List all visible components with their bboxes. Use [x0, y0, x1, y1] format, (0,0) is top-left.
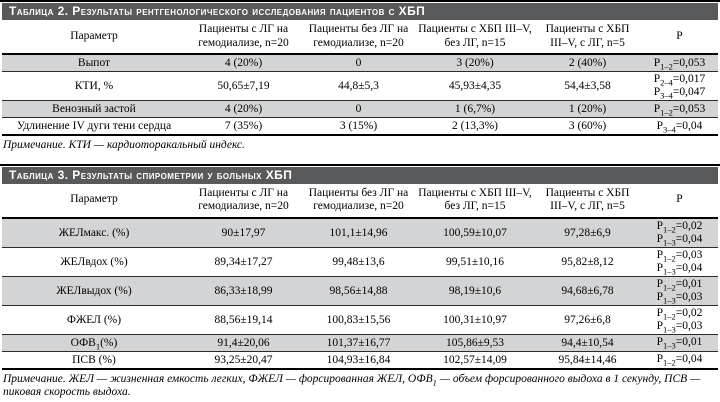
value-cell: 1 (20%) [534, 101, 641, 118]
p-value-cell [641, 305, 718, 334]
p-letter: P [656, 353, 664, 365]
table-row [2, 276, 718, 305]
table-row [2, 54, 718, 72]
p-value-line: $P_{2-4}=0,017$ [653, 73, 706, 88]
value-cell: 86,33±18,99 [186, 276, 301, 305]
p-number: 0,017 [679, 73, 706, 85]
param-cell [2, 101, 186, 118]
value-cell: 95,82±8,12 [534, 247, 641, 276]
table2-header [2, 20, 718, 54]
column-header: Пациенты с ЛГ на гемодиализе, n=20 [186, 20, 301, 54]
p-number: 0,01 [682, 336, 703, 348]
value-cell: 3 (60%) [534, 118, 641, 136]
param-label: ФЖЕЛ (%) [66, 313, 122, 326]
column-header: Пациенты без ЛГ на гемодиализе, n=20 [301, 184, 416, 218]
p-subscript: 2–4 [660, 77, 673, 88]
column-header: Пациенты с ХБП III–V, без ЛГ, n=15 [416, 184, 534, 218]
p-number: 0,03 [682, 319, 703, 332]
value-cell: 97,26±6,8 [534, 305, 641, 334]
value-cell: 89,34±17,27 [186, 247, 301, 276]
value-cell: 102,57±14,09 [416, 351, 534, 369]
header-row [2, 20, 718, 54]
p-value-cell [641, 54, 718, 72]
value-cell: 7 (35%) [186, 118, 301, 136]
value-cell: 101,1±14,96 [301, 218, 416, 248]
param-label-suffix: (%) [100, 336, 118, 349]
p-letter: P [656, 290, 664, 303]
value-cell: 93,25±20,47 [186, 351, 301, 369]
p-number: 0,04 [682, 232, 703, 245]
p-subscript: 1–2 [663, 357, 676, 368]
param-label: ЖЕЛвыдох (%) [56, 284, 132, 297]
param-cell [2, 351, 186, 369]
p-subscript: 1–3 [663, 323, 676, 334]
p-subscript: 1–2 [660, 60, 673, 71]
p-value-line: $P_{1-3}=0,03$ [656, 290, 703, 305]
table-row [2, 101, 718, 118]
table-row [2, 351, 718, 369]
p-number: 0,053 [679, 102, 706, 115]
column-header: Пациенты без ЛГ на гемодиализе, n=20 [301, 20, 416, 54]
value-cell: 100,31±10,97 [416, 305, 534, 334]
value-cell: 105,86±9,53 [416, 334, 534, 351]
p-subscript: 3–4 [663, 123, 676, 134]
value-cell: 97,28±6,9 [534, 218, 641, 248]
table2-section [0, 0, 720, 153]
p-number: 0,02 [682, 306, 703, 319]
table3-body [2, 218, 718, 369]
table2-title-bar [2, 3, 718, 20]
footnote-text: Примечание. ЖЕЛ — жизненная емкость легких, ФЖЕЛ — форсированная ЖЕЛ, ОФВ [3, 372, 433, 385]
p-letter: P [656, 219, 664, 232]
param-label: ЖЕЛвдох (%) [60, 255, 128, 268]
column-header: Р [641, 184, 718, 218]
p-letter: P [653, 102, 661, 115]
param-cell [2, 276, 186, 305]
p-letter: P [656, 119, 664, 132]
p-value-cell [641, 351, 718, 369]
value-cell: 1 (6,7%) [416, 101, 534, 118]
p-number: 0,01 [682, 277, 703, 290]
column-header: Параметр [2, 20, 186, 54]
table3-footnote [3, 373, 717, 400]
value-cell: 99,51±10,16 [416, 247, 534, 276]
p-value-line: $P_{1-3}=0,04$ [656, 232, 703, 247]
table3-title: Таблица 3. Результаты спирометрии у больных ХБП [9, 167, 293, 182]
param-label: Удлинение IV дуги тени сердца [16, 120, 172, 132]
param-label: ПСВ (%) [72, 353, 116, 366]
p-value-cell [641, 72, 718, 101]
table2 [2, 20, 718, 136]
p-number: 0,03 [682, 290, 703, 303]
p-letter: P [653, 56, 661, 69]
footnote-text: — объем форсированного выдоха в 1 секунду, ПСВ — пиковая скорость выдоха. [3, 372, 701, 398]
param-cell [2, 218, 186, 248]
param-cell [2, 72, 186, 101]
p-letter: P [656, 319, 664, 332]
table-row [2, 218, 718, 248]
p-value-cell [641, 276, 718, 305]
param-cell [2, 305, 186, 334]
p-number: 0,04 [682, 261, 703, 274]
p-value-line: $P_{1-2}=0,01$ [656, 277, 703, 292]
p-subscript: 1–3 [663, 340, 676, 351]
param-label: ОФВ [70, 336, 96, 349]
p-subscript: 1–2 [663, 252, 676, 263]
p-value-line: $P_{1-2}=0,053$ [653, 102, 706, 117]
value-cell: 4 (20%) [186, 54, 301, 72]
value-cell: 91,4±20,06 [186, 334, 301, 351]
column-header: Пациенты с ХБП III–V, без ЛГ, n=15 [416, 20, 534, 54]
p-value-line: $P_{1-2}=0,04$ [656, 353, 703, 368]
p-value-cell [641, 118, 718, 136]
p-letter: P [656, 277, 664, 290]
table-row [2, 305, 718, 334]
value-cell: 94,4±10,54 [534, 334, 641, 351]
value-cell: 44,8±5,3 [301, 72, 416, 101]
p-letter: P [656, 232, 664, 245]
param-cell [2, 247, 186, 276]
param-cell [2, 118, 186, 136]
table-row [2, 118, 718, 136]
value-cell: 90±17,97 [186, 218, 301, 248]
table2-body [2, 54, 718, 135]
p-number: 0,04 [682, 119, 703, 132]
p-letter: P [656, 336, 664, 348]
p-subscript: 1–3 [663, 236, 676, 247]
footnote-text: Примечание. КТИ — кардиоторакальный индекс. [3, 139, 245, 151]
column-header: Р [641, 20, 718, 54]
value-cell: 101,37±16,77 [301, 334, 416, 351]
footnote-subscript: 1 [432, 376, 437, 387]
header-row [2, 184, 718, 218]
value-cell: 88,56±19,14 [186, 305, 301, 334]
table2-top-rule [0, 0, 720, 2]
value-cell: 2 (40%) [534, 54, 641, 72]
p-value-cell [641, 101, 718, 118]
value-cell: 45,93±4,35 [416, 72, 534, 101]
p-subscript: 3–4 [660, 90, 673, 101]
table2-title: Таблица 2. Результаты рентгенологического исследования пациентов с ХБП [9, 4, 426, 18]
p-letter: P [656, 306, 664, 319]
table2-footnote [3, 139, 717, 153]
column-header: Пациенты с ЛГ на гемодиализе, n=20 [186, 184, 301, 218]
p-value-cell [641, 334, 718, 351]
value-cell: 95,84±14,46 [534, 351, 641, 369]
p-number: 0,053 [679, 56, 706, 69]
p-letter: P [656, 261, 664, 274]
param-label: Выпот [77, 57, 111, 69]
table3-title-bar [2, 167, 718, 184]
param-label: Венозный застой [52, 103, 136, 115]
value-cell: 100,83±15,56 [301, 305, 416, 334]
p-value-line: $P_{1-2}=0,053$ [653, 56, 706, 71]
p-value-line: $P_{1-3}=0,04$ [656, 261, 703, 276]
table3 [2, 184, 718, 370]
value-cell: 94,68±6,78 [534, 276, 641, 305]
table3-top-rule [0, 164, 720, 166]
p-subscript: 1–2 [663, 281, 676, 292]
p-value-line: $P_{1-3}=0,01$ [656, 336, 703, 351]
param-cell [2, 54, 186, 72]
column-header: Параметр [2, 184, 186, 218]
p-letter: P [653, 86, 661, 98]
value-cell: 3 (20%) [416, 54, 534, 72]
p-subscript: 1–3 [663, 294, 676, 305]
p-subscript: 1–2 [663, 223, 676, 234]
p-letter: P [656, 248, 664, 261]
value-cell: 100,59±10,07 [416, 218, 534, 248]
p-value-cell [641, 247, 718, 276]
param-cell [2, 334, 186, 351]
p-value-line: $P_{1-2}=0,02$ [656, 219, 703, 234]
value-cell: 3 (15%) [301, 118, 416, 136]
value-cell: 2 (13,3%) [416, 118, 534, 136]
column-header: Пациенты с ХБП III–V, с ЛГ, n=5 [534, 184, 641, 218]
table3-section [0, 164, 720, 400]
value-cell: 98,19±10,6 [416, 276, 534, 305]
value-cell: 50,65±7,19 [186, 72, 301, 101]
p-subscript: 1–3 [663, 265, 676, 276]
value-cell: 0 [301, 54, 416, 72]
table3-header [2, 184, 718, 218]
p-subscript: 1–2 [663, 310, 676, 321]
value-cell: 4 (20%) [186, 101, 301, 118]
table-row [2, 72, 718, 101]
table-row [2, 247, 718, 276]
p-letter: P [653, 73, 661, 85]
p-value-line: $P_{1-2}=0,03$ [656, 248, 703, 263]
table-row [2, 334, 718, 351]
value-cell: 99,48±13,6 [301, 247, 416, 276]
value-cell: 0 [301, 101, 416, 118]
param-subscript: 1 [95, 340, 101, 351]
p-value-line: $P_{1-2}=0,02$ [656, 306, 703, 321]
p-subscript: 1–2 [660, 106, 673, 117]
p-number: 0,047 [679, 86, 706, 98]
value-cell: 98,56±14,88 [301, 276, 416, 305]
value-cell: 54,4±3,58 [534, 72, 641, 101]
column-header: Пациенты с ХБП III–V, с ЛГ, n=5 [534, 20, 641, 54]
p-value-line: $P_{3-4}=0,04$ [656, 119, 703, 134]
p-value-line: $P_{1-3}=0,03$ [656, 319, 703, 334]
p-number: 0,03 [682, 248, 703, 261]
p-number: 0,02 [682, 219, 703, 232]
p-value-cell [641, 218, 718, 248]
value-cell: 104,93±16,84 [301, 351, 416, 369]
param-label: КТИ, % [74, 80, 114, 92]
param-label: ЖЕЛмакс. (%) [58, 226, 130, 239]
p-number: 0,04 [682, 353, 703, 365]
p-value-line: $P_{3-4}=0,047$ [653, 86, 706, 101]
